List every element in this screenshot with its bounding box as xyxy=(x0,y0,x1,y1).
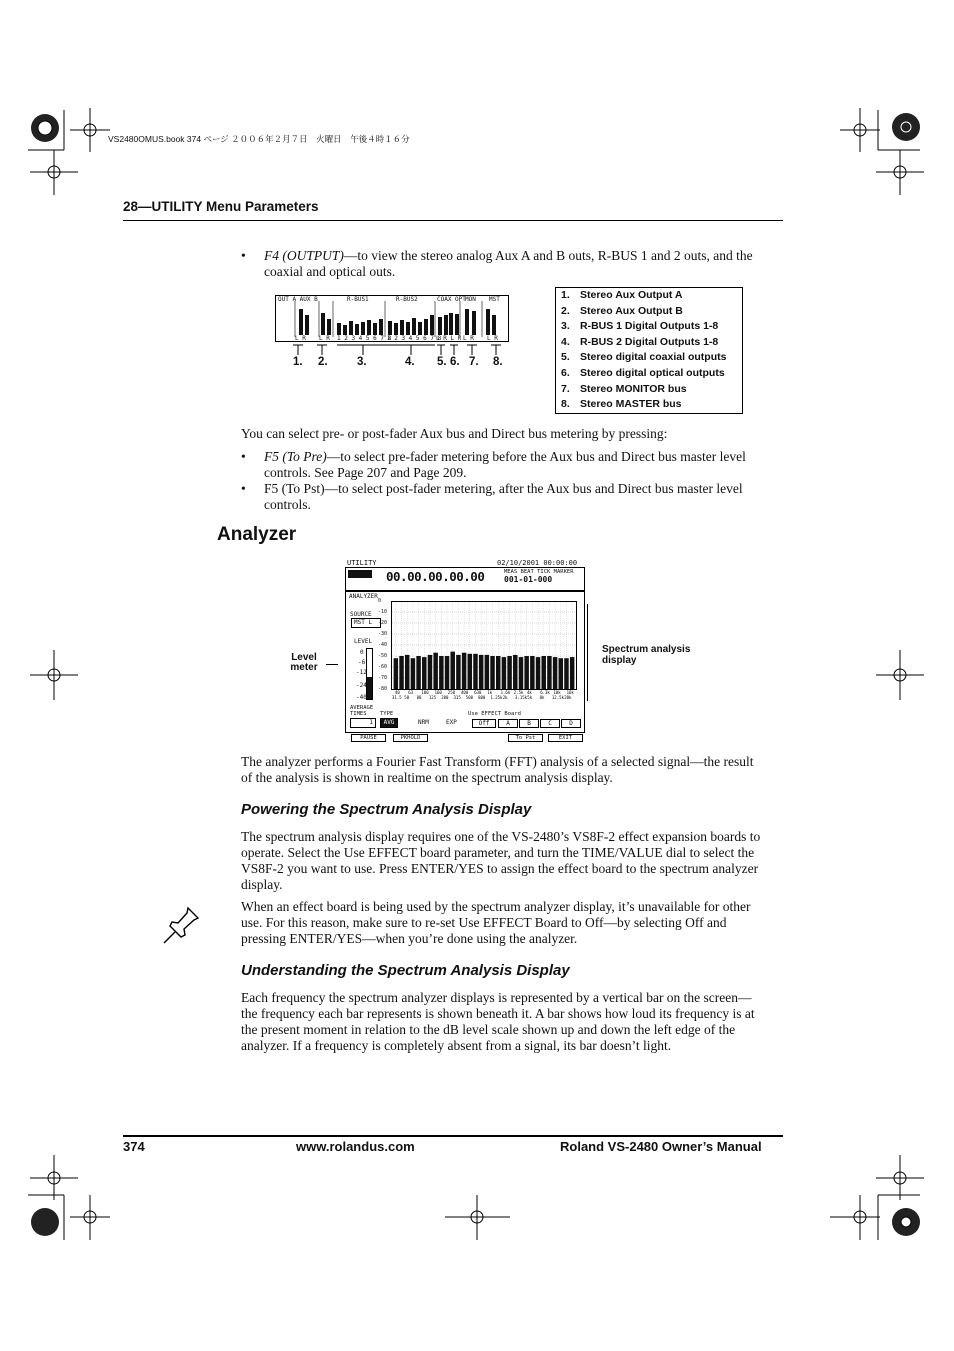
spectrum-bar xyxy=(479,655,483,689)
f1-pause-button[interactable]: PAUSE xyxy=(351,734,386,742)
channel-label: L R xyxy=(295,335,306,342)
callout-2: 2. xyxy=(318,356,328,368)
channel-label: 1 2 3 4 5 6 7 8 xyxy=(387,335,442,342)
output-meter-bar xyxy=(400,320,404,335)
freq-label: 630 xyxy=(474,690,482,695)
spectrum-chart xyxy=(391,601,577,700)
powering-heading: Powering the Spectrum Analysis Display xyxy=(241,801,532,818)
output-meter-bar xyxy=(412,318,416,335)
level-tick: -24 xyxy=(356,682,367,689)
f5-topst-button[interactable]: To Pst xyxy=(508,734,543,742)
legend-row xyxy=(556,288,742,304)
bullet-text xyxy=(264,248,759,280)
footer-manual-title: Roland VS-2480 Owner’s Manual xyxy=(560,1139,762,1154)
output-meter-bar xyxy=(367,320,371,335)
bullet-label: F5 (To Pst) xyxy=(264,481,325,496)
freq-label: 200 xyxy=(441,695,449,700)
level-tick: -12 xyxy=(356,669,367,676)
legend-num: 6. xyxy=(561,366,570,379)
spectrum-bar xyxy=(530,656,534,689)
output-meter-bar xyxy=(327,319,331,335)
freq-label: 400 xyxy=(461,690,469,695)
bullet-text xyxy=(264,481,759,513)
freq-label: 8k xyxy=(539,695,545,700)
legend-num: 2. xyxy=(561,304,570,317)
output-meter-bar xyxy=(373,323,377,335)
note-paragraph: When an effect board is being used by the spectrum analyzer display, it’s unavailable for other use. For this reason, make sure to re-set Use EFFECT Board to Off—by selecting Off and pressing ENTER/YES—when you’re done using the analyzer. xyxy=(241,899,751,946)
f2-pkhold-button[interactable]: PKHOLD xyxy=(393,734,428,742)
type-label: TYPE xyxy=(380,711,394,717)
freq-label: 16k xyxy=(566,690,574,695)
legend-num: 4. xyxy=(561,335,570,348)
output-meter-bar xyxy=(388,321,392,335)
freq-label: 2.5k xyxy=(513,690,524,695)
level-tick: -6 xyxy=(358,659,366,666)
output-meter-bar xyxy=(394,323,398,335)
board-b[interactable]: B xyxy=(519,719,539,728)
legend-label: Stereo MASTER bus xyxy=(580,398,682,411)
freq-label: 800 xyxy=(478,695,486,700)
legend-num: 5. xyxy=(561,351,570,364)
output-meter-bar xyxy=(486,309,490,335)
meter-section-label: OUT A AUX B xyxy=(278,296,318,303)
freq-label: 1.25k xyxy=(490,695,503,700)
db-scale-tick: 0 xyxy=(378,598,382,604)
spectrum-bar xyxy=(422,657,426,689)
scene-indicator xyxy=(348,570,372,578)
freq-label: 5k xyxy=(527,695,533,700)
spectrum-bar xyxy=(541,656,545,689)
callout-4: 4. xyxy=(405,356,415,368)
f4-bullet xyxy=(241,248,761,282)
bullet-dot: • xyxy=(241,449,246,464)
channel-label: L R xyxy=(319,335,330,342)
output-meter-bar xyxy=(492,315,496,335)
source-label: SOURCE xyxy=(350,611,372,618)
spectrum-bar xyxy=(502,657,506,689)
output-legend xyxy=(555,287,743,414)
spectrum-bar xyxy=(439,656,443,689)
legend-num: 3. xyxy=(561,320,570,333)
spectrum-bar xyxy=(519,657,523,689)
legend-label: Stereo Aux Output B xyxy=(580,304,683,317)
spectrum-bar xyxy=(559,658,563,689)
powering-paragraph: The spectrum analysis display requires one of the VS-2480’s VS8F-2 effect expansion boards to operate. Select the Use EFFECT board parameter, and turn the TIME/VALUE dial to select the VS8F-2 you want to use. Press ENTER/YES to assign the effect board to the spectrum analyzer display. xyxy=(241,829,761,892)
bullet-label: F4 (OUTPUT) xyxy=(264,248,344,263)
freq-label: 20k xyxy=(564,695,572,700)
meter-section-label: R-BUS2 xyxy=(396,296,418,303)
freq-label: 500 xyxy=(465,695,474,700)
db-scale-tick: -30 xyxy=(378,631,388,637)
output-meter-bar xyxy=(430,315,434,335)
callout-5: 5. xyxy=(437,356,447,368)
board-a[interactable]: A xyxy=(498,719,518,728)
spectrum-bar xyxy=(456,655,460,689)
spectrum-bar xyxy=(507,656,511,689)
legend-row xyxy=(556,304,742,320)
metering-intro: You can select pre- or post-fader Aux bus and Direct bus metering by pressing: xyxy=(241,426,668,441)
freq-label: 100 xyxy=(421,690,429,695)
freq-label: 12.5k xyxy=(551,695,564,700)
spectrum-bar xyxy=(485,655,489,689)
legend-row xyxy=(556,397,742,413)
output-meter-bar xyxy=(355,324,359,335)
to-pst-bullet xyxy=(241,481,761,515)
freq-label: 3.15k xyxy=(515,695,528,700)
freq-label: 4k xyxy=(527,690,532,695)
callout-brackets xyxy=(275,343,515,357)
spectrum-bar xyxy=(536,657,540,689)
screen-title: UTILITY xyxy=(347,559,377,567)
db-scale-tick: -10 xyxy=(378,609,388,615)
spectrum-bar xyxy=(570,657,574,689)
spectrum-bar xyxy=(490,656,494,689)
level-label: LEVEL xyxy=(354,638,373,645)
output-meter-bar xyxy=(438,317,442,335)
db-scale-tick: -80 xyxy=(378,686,388,692)
bullet-dot: • xyxy=(241,481,246,496)
output-meter-bar xyxy=(379,319,383,335)
legend-row xyxy=(556,366,742,382)
bullet-body: —to select post-fader metering, after the Aux bus and Direct bus master level controls. xyxy=(264,481,743,512)
freq-label: 63 xyxy=(408,690,414,695)
section-header: 28—UTILITY Menu Parameters xyxy=(123,199,319,214)
understanding-paragraph: Each frequency the spectrum analyzer displays is represented by a vertical bar on the screen—the frequency each bar represents is shown beneath it. A bar shows how loud its frequency is at the present moment in relation to the dB level scale shown up and down the left edge of the analyzer. If a frequency is completely absent from a signal, its bar doesn’t light. xyxy=(241,990,755,1053)
analyzer-screen xyxy=(345,560,585,742)
channel-label: 1 2 3 4 5 6 7 8 xyxy=(337,335,392,342)
legend-label: Stereo digital optical outputs xyxy=(580,366,725,379)
footer-url: www.rolandus.com xyxy=(296,1139,415,1154)
legend-label: Stereo digital coaxial outputs xyxy=(580,351,727,364)
times-label: TIMES xyxy=(350,711,367,717)
spectrum-bar xyxy=(513,655,517,689)
meter-section-label: R-BUS1 xyxy=(347,296,369,303)
output-meter-bar xyxy=(305,315,309,335)
spectrum-bar xyxy=(428,655,432,689)
use-board-label: Use EFFECT Board xyxy=(468,711,521,717)
spectrum-bar xyxy=(547,656,551,689)
level-tick: -40 xyxy=(356,694,367,701)
freq-label: 10k xyxy=(553,690,561,695)
output-meter-bar xyxy=(465,309,469,335)
callout-1: 1. xyxy=(293,356,303,368)
measure-value: 001-01-000 xyxy=(504,575,553,584)
level-meter-callout: Level meter xyxy=(290,652,318,673)
callout-3: 3. xyxy=(357,356,367,368)
spectrum-bar xyxy=(473,654,477,689)
freq-label: 31.5 xyxy=(392,695,402,700)
spectrum-bar xyxy=(416,656,420,689)
level-meter-leader xyxy=(326,664,338,665)
level-meter-fill xyxy=(367,677,372,699)
spectrum-bracket xyxy=(587,604,588,701)
freq-label: 40 xyxy=(395,690,400,695)
freq-label: 160 xyxy=(434,690,442,695)
output-meter-bar xyxy=(455,314,459,335)
freq-label: 125 xyxy=(428,695,437,700)
f6-exit-button[interactable]: EXIT xyxy=(548,734,583,742)
output-meter-bar xyxy=(321,313,325,335)
output-meter-screen xyxy=(275,295,509,343)
output-meter-bar xyxy=(361,322,365,335)
board-c[interactable]: C xyxy=(540,719,560,728)
measure-headers: MEAS BEAT TICK MARKER xyxy=(504,569,574,575)
board-off[interactable]: Off xyxy=(472,719,496,728)
analyzer-heading: Analyzer xyxy=(217,524,297,545)
channel-label: L R xyxy=(487,335,498,342)
board-d[interactable]: D xyxy=(561,719,581,728)
transport-bar xyxy=(345,567,585,591)
legend-label: Stereo Aux Output A xyxy=(580,289,683,301)
db-scale-tick: -70 xyxy=(378,675,388,681)
spectrum-callout: Spectrum analysis display xyxy=(602,644,691,666)
freq-label: 50 xyxy=(404,695,410,700)
understanding-heading: Understanding the Spectrum Analysis Display xyxy=(241,962,570,979)
freq-label: 1.6k xyxy=(500,690,511,695)
bullet-body: —to select pre-fader metering before the Aux bus and Direct bus master level controls. See Page 207 and Page 209. xyxy=(264,449,746,480)
time-counter: 00.00.00.00.00 xyxy=(386,569,485,584)
bullet-label: F5 (To Pre) xyxy=(264,449,327,464)
db-scale-tick: -20 xyxy=(378,620,388,626)
source-select[interactable]: MST L xyxy=(351,618,381,628)
type-avg[interactable]: AVG xyxy=(380,718,398,728)
spectrum-bar xyxy=(564,658,568,689)
to-pre-bullet xyxy=(241,449,761,483)
spectrum-bar xyxy=(450,652,454,689)
legend-num: 7. xyxy=(561,382,570,395)
output-meter-bar xyxy=(349,321,353,335)
level-tick: 0 xyxy=(360,649,364,656)
analyzer-panel xyxy=(345,591,585,733)
legend-num: 8. xyxy=(561,398,570,411)
callout-8: 8. xyxy=(493,356,503,368)
times-field[interactable]: 1 xyxy=(350,718,376,728)
output-meter-bar xyxy=(449,313,453,335)
spectrum-bar xyxy=(553,657,557,689)
type-exp[interactable]: EXP xyxy=(446,719,457,726)
screen-date: 02/10/2001 00:00:00 xyxy=(497,559,578,567)
bullet-text xyxy=(264,449,759,481)
legend-label: Stereo MONITOR bus xyxy=(580,382,687,395)
callout-6: 6. xyxy=(450,356,460,368)
db-scale-tick: -60 xyxy=(378,664,388,670)
header-rule xyxy=(123,220,783,221)
legend-label: R-BUS 1 Digital Outputs 1-8 xyxy=(580,320,719,333)
output-meter-bar xyxy=(299,309,303,335)
output-meter-bar xyxy=(337,323,341,335)
spectrum-bar xyxy=(462,653,466,689)
channel-label: L R L R xyxy=(436,335,462,342)
spectrum-bar xyxy=(433,653,437,689)
freq-label: 80 xyxy=(416,695,422,700)
meter-section-label: COAX OPT xyxy=(437,296,466,303)
db-scale-tick: -40 xyxy=(378,642,388,648)
average-label: AVERAGE xyxy=(350,705,374,711)
legend-num: 1. xyxy=(561,289,570,301)
output-meter-bar xyxy=(424,319,428,335)
spectrum-bar xyxy=(445,656,449,689)
page-number: 374 xyxy=(123,1139,145,1154)
note-pushpin-icon xyxy=(160,905,202,947)
output-meter-bar xyxy=(406,322,410,335)
spectrum-bar xyxy=(394,658,398,689)
freq-label: 6.3k xyxy=(540,690,550,695)
level-meter xyxy=(366,648,373,700)
analyzer-paragraph: The analyzer performs a Fourier Fast Transform (FFT) analysis of a selected signal—the result of the analysis is shown in realtime on the spectrum analysis display. xyxy=(241,754,754,785)
bullet-body: —to view the stereo analog Aux A and B outs, R-BUS 1 and 2 outs, and the coaxial and optical outs. xyxy=(264,248,753,279)
meter-section-label: MST xyxy=(489,296,500,303)
channel-label: L R xyxy=(463,335,474,342)
output-meter-bar xyxy=(472,311,476,335)
legend-row xyxy=(556,319,742,335)
spectrum-bar xyxy=(405,655,409,689)
bullet-dot: • xyxy=(241,248,246,263)
spectrum-bar xyxy=(524,656,528,689)
spectrum-bar xyxy=(496,656,500,689)
freq-label: 315 xyxy=(453,695,461,700)
spectrum-bar xyxy=(399,656,403,689)
db-scale-tick: -50 xyxy=(378,653,388,659)
legend-row xyxy=(556,350,742,366)
legend-label: R-BUS 2 Digital Outputs 1-8 xyxy=(580,335,719,348)
spectrum-display xyxy=(391,601,577,700)
meter-section-label: MON xyxy=(465,296,476,303)
footer-rule xyxy=(123,1135,783,1137)
callout-7: 7. xyxy=(469,356,479,368)
freq-label: 250 xyxy=(447,690,456,695)
type-nrm[interactable]: NRM xyxy=(418,719,429,726)
legend-row xyxy=(556,335,742,351)
panel-title: ANALYZER xyxy=(349,593,378,600)
freq-label: 2k xyxy=(502,695,508,700)
legend-row xyxy=(556,382,742,398)
output-meter-bar xyxy=(343,325,347,335)
print-slug: VS2480OMUS.book 374 ページ ２００６年２月７日 火曜日 午後４時１６分 xyxy=(108,134,410,144)
output-meter-bar xyxy=(444,315,448,335)
freq-label: 1k xyxy=(487,690,493,695)
output-meter-bar xyxy=(418,322,422,335)
spectrum-bar xyxy=(411,658,415,689)
spectrum-bar xyxy=(468,654,472,689)
